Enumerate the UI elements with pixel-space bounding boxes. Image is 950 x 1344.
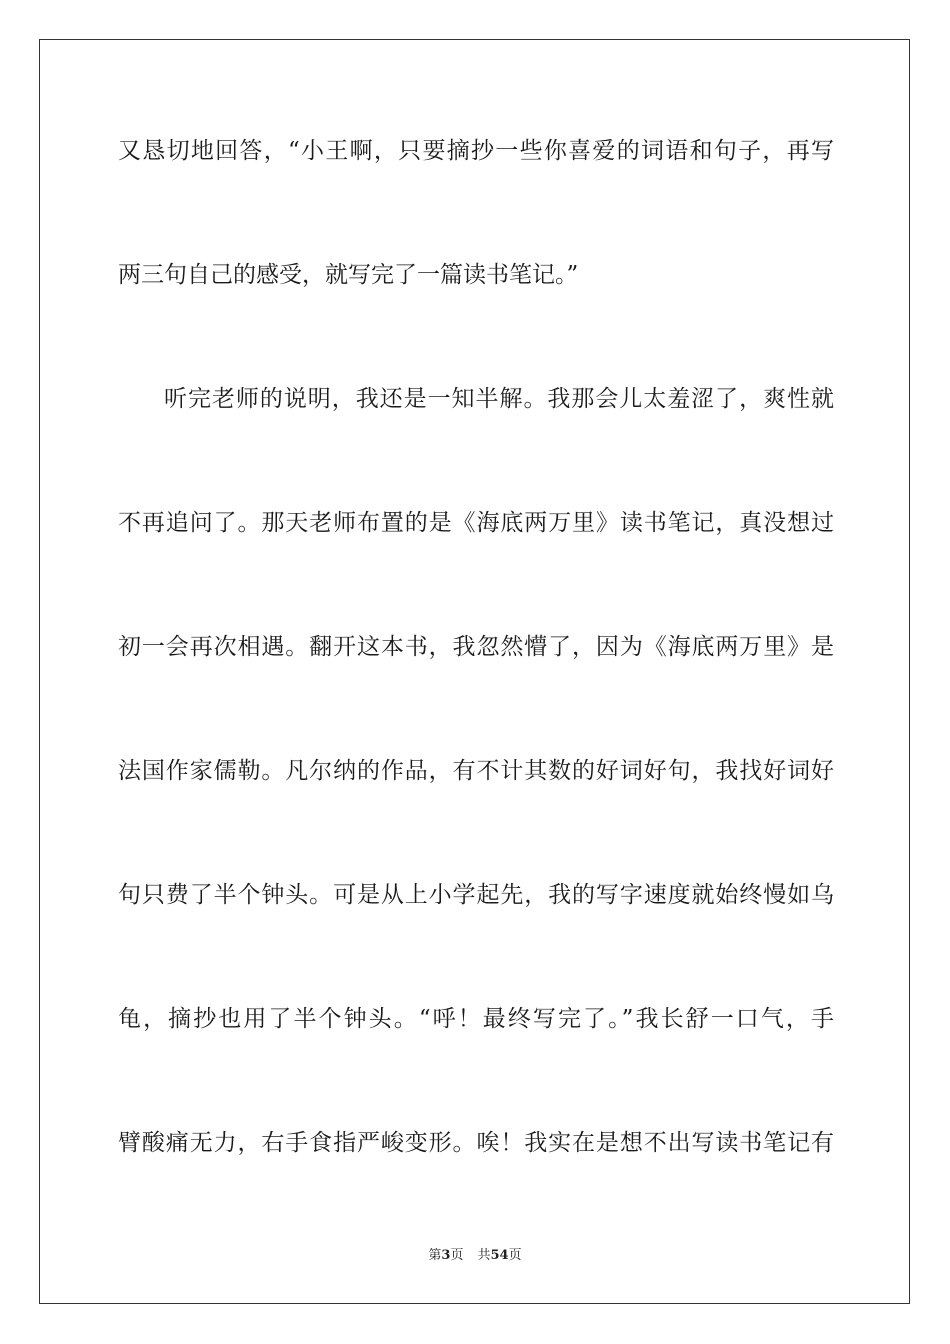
text-line-4: 不再追问了。那天老师布置的是《海底两万里》读书笔记，真没想过 xyxy=(118,510,834,536)
text-line-2: 两三句自己的感受，就写完了一篇读书笔记。” xyxy=(118,262,579,288)
footer-page-prefix: 第 xyxy=(428,1248,442,1263)
footer-page-current: 3 xyxy=(441,1248,451,1263)
text-line-7: 句只费了半个钟头。可是从上小学起先，我的写字速度就始终慢如乌 xyxy=(118,882,834,908)
text-line-3: 听完老师的说明，我还是一知半解。我那会儿太羞涩了，爽性就 xyxy=(164,386,834,412)
footer-total-prefix: 共 xyxy=(477,1248,491,1263)
footer-page-total: 54 xyxy=(490,1248,509,1263)
text-line-6: 法国作家儒勒。凡尔纳的作品，有不计其数的好词好句，我找好词好 xyxy=(118,758,834,784)
page-footer xyxy=(0,1246,950,1266)
text-line-8: 龟，摘抄也用了半个钟头。“呼！最终写完了。”我长舒一口气，手 xyxy=(118,1006,834,1032)
text-line-1: 又恳切地回答，“小王啊，只要摘抄一些你喜爱的词语和句子，再写 xyxy=(118,138,834,164)
text-line-5: 初一会再次相遇。翻开这本书，我忽然懵了，因为《海底两万里》是 xyxy=(118,634,834,660)
text-line-9: 臂酸痛无力，右手食指严峻变形。唉！我实在是想不出写读书笔记有 xyxy=(118,1130,834,1156)
page-border xyxy=(39,39,910,1304)
footer-total-suffix: 页 xyxy=(508,1248,522,1263)
footer-page-suffix: 页 xyxy=(450,1248,464,1263)
